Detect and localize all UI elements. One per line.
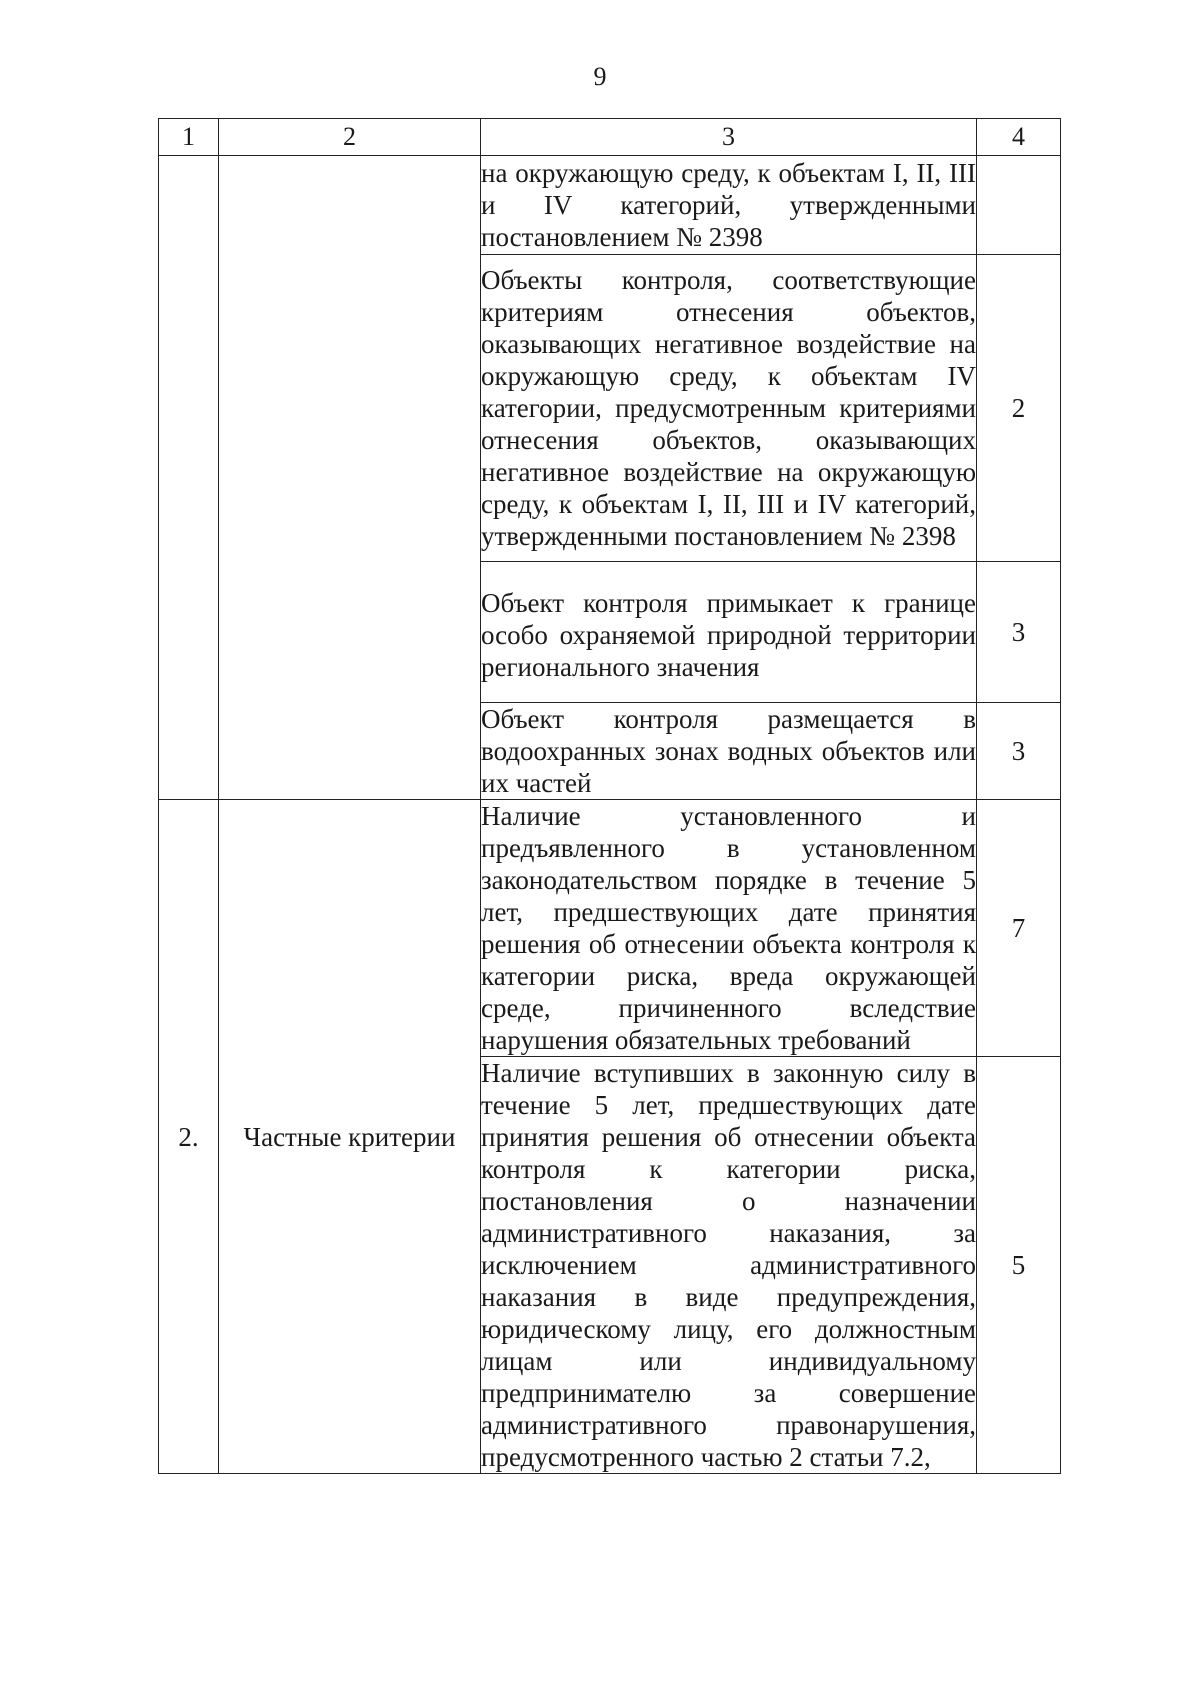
indicator-text-cell: Объекты контроля, соответствующие критериям отнесения объектов, оказывающих негативное воздействие на окружающую среду, к объектам IV категории, предусмотренным критериями отнесения объектов, оказывающих негативное воздействие на окружающую среду, к объектам I, II, III и IV категорий, утвержденными постановлением № 2398 bbox=[481, 255, 977, 562]
column-header-2: 2 bbox=[219, 119, 481, 156]
indicator-value-cell: 5 bbox=[977, 1057, 1061, 1474]
indicator-text-cell: Объект контроля размещается в водоохранных зонах водных объектов или их частей bbox=[481, 704, 976, 798]
indicator-text-cell: на окружающую среду, к объектам I, II, III и IV категорий, утвержденными постановлением № 2398 bbox=[481, 156, 977, 255]
table-header-row bbox=[159, 119, 1061, 156]
table-row bbox=[159, 800, 1061, 1057]
indicator-value-cell: 2 bbox=[977, 255, 1061, 562]
column-header-3: 3 bbox=[481, 119, 977, 156]
column-header-4: 4 bbox=[977, 119, 1061, 156]
indicator-text-cell: Наличие вступивших в законную силу в течение 5 лет, предшествующих дате принятия решения об отнесении объекта контроля к категории риска, постановления о назначении административного наказания, за исключением административного наказания в виде предупреждения, юридическому лицу, его должностным лицам или индивидуальному предпринимателю за совершение административного правонарушения, предусмотренного частью 2 статьи 7.2, bbox=[481, 1058, 976, 1472]
column-header-1: 1 bbox=[159, 119, 219, 156]
criteria-table bbox=[158, 118, 1061, 1474]
indicator-value-cell: 7 bbox=[977, 800, 1061, 1057]
group-number-cell bbox=[159, 156, 219, 800]
group-number-cell: 2. bbox=[159, 800, 219, 1474]
indicator-value-cell: 3 bbox=[977, 703, 1061, 800]
page-number: 9 bbox=[593, 62, 607, 91]
indicator-value-cell bbox=[977, 156, 1061, 255]
table-row bbox=[159, 156, 1061, 255]
indicator-value-cell: 3 bbox=[977, 562, 1061, 703]
indicator-text-cell: Наличие установленного и предъявленного в установленном законодательством порядке в течение 5 лет, предшествующих дате принятия решения об отнесении объекта контроля к категории риска, вреда окружающей среде, причиненного вследствие нарушения обязательных требований bbox=[481, 801, 976, 1055]
group-criterion-cell: Частные критерии bbox=[219, 800, 481, 1474]
group-criterion-cell bbox=[219, 156, 481, 800]
indicator-text-cell: Объект контроля примыкает к границе особо охраняемой природной территории регионального значения bbox=[481, 562, 977, 703]
